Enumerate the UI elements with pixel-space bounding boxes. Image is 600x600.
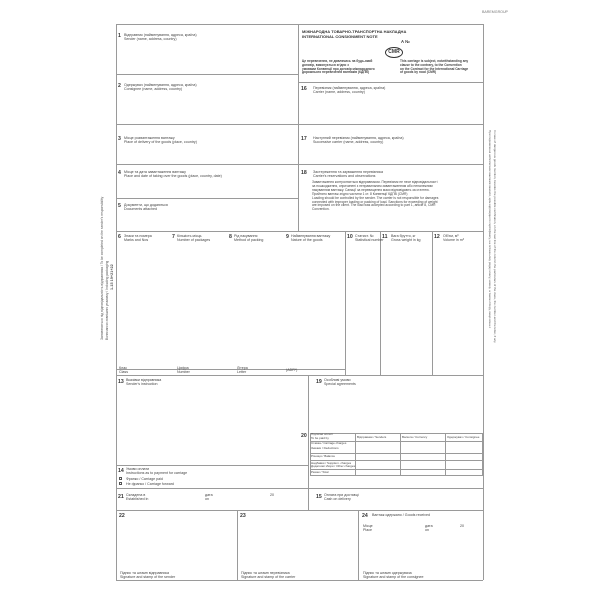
field-14-number: 14 bbox=[118, 468, 124, 474]
field-1-label-en: Sender (name, address, country) bbox=[124, 37, 177, 41]
field-14-label-ua: Умови оплати bbox=[126, 467, 150, 471]
field-9-label-ua: Найменування вантажу bbox=[291, 234, 331, 238]
rule bbox=[116, 124, 483, 125]
payable-by-en: To be paid by bbox=[311, 435, 329, 440]
goods-received-ua: Вантаж одержано bbox=[372, 513, 402, 517]
field-7-number: 7 bbox=[172, 234, 175, 240]
col-senders: Відправник / Senders bbox=[357, 435, 387, 439]
field-10-label-ua: Статист. № bbox=[355, 234, 374, 238]
row-deductions: Знижки / Deductions bbox=[311, 446, 339, 450]
row-total: Разом / Total bbox=[311, 469, 329, 474]
adr-label: (ADR*) bbox=[286, 368, 298, 372]
successive-carrier-input[interactable] bbox=[300, 146, 481, 162]
field-2-number: 2 bbox=[118, 83, 121, 89]
field-16-label-ua: Перевізник (найменування, адреса, країна) bbox=[313, 86, 386, 90]
field-3-number: 3 bbox=[118, 136, 121, 142]
field-23-label-ua: Підпис та штамп перевізника bbox=[241, 571, 290, 575]
field-6-number: 6 bbox=[118, 234, 121, 240]
field-21-date-ua: дата bbox=[205, 493, 213, 497]
adr-letter-label-en: Letter bbox=[237, 370, 247, 374]
side-note-right-2: In case of dangerous goods mention, besides the possible certification, on the last line of the column the particulars of the class, the number and the letter, if any bbox=[493, 130, 497, 343]
field-24-place-en: Place bbox=[363, 528, 372, 532]
field-11-label-ua: Вага брутто, кг bbox=[391, 234, 416, 238]
terms-line: Прийнято вантаж згідно частини 1 ст. 8 Конвенції КДПВ (CMR) bbox=[312, 191, 408, 196]
cmr-note-ua-line: Це перевезення, не дивлячись на будь-який bbox=[302, 59, 373, 63]
field-18-label-en: Carrier's reservations and observations bbox=[313, 174, 376, 178]
field-19-label-en: Special agreements bbox=[324, 382, 356, 386]
field-3-label-ua: Місце розвантаження вантажу bbox=[124, 136, 175, 140]
sender-instructions-input[interactable] bbox=[118, 389, 306, 463]
field-19-number: 19 bbox=[316, 379, 322, 385]
field-5-number: 5 bbox=[118, 203, 121, 209]
carriage-forward-en: Carriage forward bbox=[147, 481, 174, 486]
field-8-label-ua: Рід пакування bbox=[234, 234, 258, 238]
field-8-number: 8 bbox=[229, 234, 232, 240]
field-5-label-ua: Документи, що додаються bbox=[124, 203, 168, 207]
field-6-label-ua: Знаки та номера bbox=[124, 234, 152, 238]
brand-logo: BAREMGROUP bbox=[482, 10, 508, 14]
rule bbox=[310, 469, 483, 470]
col-rule bbox=[308, 375, 309, 510]
col-rule bbox=[358, 510, 359, 580]
rule bbox=[310, 453, 483, 454]
field-6-label-en: Marks and Nos bbox=[124, 238, 149, 242]
field-21-year: 20 bbox=[270, 493, 274, 497]
consignee-input-area[interactable] bbox=[118, 94, 296, 122]
rule bbox=[116, 198, 298, 199]
terms-line: Завантаження контролюється відправником. Перевізник не несе відповідальності bbox=[312, 180, 438, 184]
side-note-left-2: Включаючи зовнішню упаковку / Including packaging bbox=[105, 260, 109, 340]
field-3-label-en: Place of delivery of the goods (place, country) bbox=[124, 140, 197, 144]
field-2-label-en: Consignee (name, address, country) bbox=[124, 87, 183, 91]
right-border bbox=[483, 24, 484, 580]
side-note-right-1: При перевезенні небезпечних вантажів вказати, крім відповідного сертифікату, на останньому рядку класу, номер, а також літеру, якщо вона є bbox=[488, 130, 492, 329]
carriage-forward-checkbox[interactable] bbox=[119, 482, 122, 485]
field-23-label-en: Signature and stamp of the carrier bbox=[241, 575, 296, 579]
cmr-note-ua-line: договір, виконується згідно з bbox=[302, 62, 349, 67]
field-23-number: 23 bbox=[240, 513, 246, 519]
carrier-signature-area[interactable] bbox=[239, 520, 356, 568]
field-17-label-en: Successive carrier (name, address, country) bbox=[313, 140, 384, 144]
col-rule bbox=[345, 231, 346, 375]
field-24-number: 24 bbox=[362, 513, 368, 519]
field-18-label-ua: Застереження та зауваження перевізника bbox=[313, 170, 383, 174]
row-balance: Різниця / Balance bbox=[311, 453, 336, 458]
field-14-label-en: Instructions as to payment for carriage bbox=[126, 471, 188, 475]
field-7-label-ua: Кількість місць bbox=[177, 234, 202, 238]
field-24-label: Вантаж одержано / Goods received bbox=[372, 513, 430, 517]
rule bbox=[116, 231, 483, 232]
terms-line: connected with improper loading or packing of load. Sanctions for exceeding of weight bbox=[312, 199, 438, 204]
carriage-forward-ua: Не франко bbox=[126, 481, 145, 486]
carrier-input-area[interactable] bbox=[300, 96, 481, 122]
side-note-left-1: Заповнюється під відповідальність відправника / To be completed on the sender's responsibility bbox=[100, 196, 104, 340]
rule bbox=[116, 488, 483, 489]
field-12-number: 12 bbox=[434, 234, 440, 240]
terms-line: за пошкодження, спричинені з неправильним завантаженням або неналежним bbox=[312, 183, 433, 188]
rule bbox=[298, 82, 483, 83]
field-1-label-ua: Відправник (найменування, адреса, країна) bbox=[124, 33, 197, 37]
carriage-paid-label: Франко / Carriage paid bbox=[126, 476, 163, 481]
field-20-number: 20 bbox=[301, 433, 307, 439]
field-21-label-ua: Складена в bbox=[126, 493, 146, 497]
field-1-number: 1 bbox=[118, 33, 121, 39]
side-note-left-code: 1-15 19+21+22 bbox=[110, 264, 114, 290]
rule bbox=[116, 369, 345, 370]
rule bbox=[116, 74, 298, 75]
field-15-number: 15 bbox=[316, 494, 322, 500]
field-24-date-en: on bbox=[425, 528, 429, 532]
field-9-number: 9 bbox=[286, 234, 289, 240]
field-2-label-ua: Одержувач (найменування, адреса, країна) bbox=[124, 83, 197, 87]
sender-input-area[interactable] bbox=[118, 44, 296, 72]
field-13-label-en: Sender's instruction bbox=[126, 382, 158, 386]
adr-letter-label-ua: Літера bbox=[237, 366, 248, 370]
adr-number-label-ua: Цифра bbox=[177, 366, 189, 370]
mid-divider-top bbox=[298, 24, 299, 231]
title-en: INTERNATIONAL CONSIGNMENT NOTE bbox=[302, 34, 378, 39]
rule bbox=[116, 510, 483, 511]
field-17-label-ua: Наступний перевізник (найменування, адреса, країна) bbox=[313, 136, 404, 140]
field-5-label-en: Documents attached bbox=[124, 207, 157, 211]
consignment-number-label: A № bbox=[401, 39, 410, 44]
field-18-terms bbox=[312, 181, 438, 212]
taking-over-input[interactable] bbox=[118, 180, 296, 196]
field-12-label-ua: Об'єм, м³ bbox=[443, 234, 459, 238]
field-10-number: 10 bbox=[347, 234, 353, 240]
field-22-number: 22 bbox=[119, 513, 125, 519]
row-carriage-charges: Ставка / Carriage charges bbox=[311, 441, 347, 445]
terms-line: Convention. bbox=[312, 207, 330, 212]
field-21-number: 21 bbox=[118, 494, 124, 500]
field-22-label-en: Signature and stamp of the sender bbox=[120, 575, 176, 579]
field-24-place-ua: Місце bbox=[363, 524, 373, 528]
field-12-label-en: Volume in m³ bbox=[443, 238, 464, 242]
carriage-paid-checkbox[interactable] bbox=[119, 477, 122, 480]
terms-line: пакуванням вантажу. Санкції за перевищення маси відповідають за статтею. bbox=[312, 187, 430, 192]
field-24-sig-en: Signature and stamp of the consignee bbox=[363, 575, 424, 579]
field-15-label-en: Cash on delivery bbox=[324, 497, 351, 501]
field-8-label-en: Method of packing bbox=[234, 238, 264, 242]
field-11-label-en: Gross weight in kg bbox=[391, 238, 421, 242]
col-rule bbox=[237, 510, 238, 580]
rule bbox=[116, 375, 483, 376]
field-7-label-en: Number of packages bbox=[177, 238, 211, 242]
field-24-year: 20 bbox=[460, 524, 464, 528]
col-consignee: Одержувач / Consignee bbox=[447, 435, 480, 439]
field-22-label-ua: Підпис та штамп відправника bbox=[120, 571, 170, 575]
cmr-note-en-line: This carriage is subject, notwithstanding any bbox=[400, 59, 469, 63]
cmr-note-ua-line: дорожнього перевезення вантажів (КДПВ) bbox=[302, 70, 369, 75]
field-11-number: 11 bbox=[382, 234, 388, 240]
field-4-label-ua: Місце та дата завантаження вантажу bbox=[124, 170, 186, 174]
field-13-label-ua: Вказівки відправника bbox=[126, 378, 162, 382]
carriage-paid-en: Carriage paid bbox=[141, 476, 163, 481]
cmr-note-en-line: clause to the contrary, to the Convention bbox=[400, 62, 462, 67]
cmr-oval-logo: CMR bbox=[385, 47, 403, 58]
adr-number-label-en: Number bbox=[177, 370, 190, 374]
bottom-border bbox=[116, 580, 483, 581]
field-10-label-en: Statistical number bbox=[355, 238, 384, 242]
field-16-label-en: Carrier (name, address, country) bbox=[313, 90, 365, 94]
carriage-paid-ua: Франко bbox=[126, 476, 139, 481]
terms-line: Loading should be controlled by the sender. The carrier is not responsible for damages bbox=[312, 195, 439, 200]
rule bbox=[116, 164, 483, 165]
field-17-number: 17 bbox=[301, 136, 307, 142]
field-4-label-en: Place and date of taking over the goods (place, country, date) bbox=[124, 174, 222, 178]
carriage-forward-label: Не франко / Carriage forward bbox=[126, 481, 174, 486]
col-rule bbox=[432, 231, 433, 375]
field-4-number: 4 bbox=[118, 170, 121, 176]
left-border bbox=[116, 24, 117, 580]
title-ua: МІЖНАРОДНА ТОВАРНО-ТРАНСПОРТНА НАКЛАДНА bbox=[302, 29, 407, 34]
adr-class-label-ua: Клас bbox=[119, 366, 127, 370]
field-9-label-en: Nature of the goods bbox=[291, 238, 323, 242]
consignee-signature-area[interactable] bbox=[360, 533, 481, 569]
field-24-date-ua: дата bbox=[425, 524, 433, 528]
field-24-sig-ua: Підпис та штамп одержувача bbox=[363, 571, 412, 575]
delivery-place-input[interactable] bbox=[118, 146, 296, 162]
rule bbox=[116, 465, 308, 466]
field-21-date-en: on bbox=[205, 497, 209, 501]
goods-description-area[interactable] bbox=[118, 245, 344, 367]
field-15-label-ua: Оплата при доставці bbox=[324, 493, 359, 497]
col-currency: Валюта / Currency bbox=[402, 435, 428, 439]
cmr-note-ua-line: умовами Конвенції про договір міжнародного bbox=[302, 66, 375, 71]
field-13-number: 13 bbox=[118, 379, 124, 385]
cmr-note-en-line: on the Contract for the International Carriage bbox=[400, 66, 469, 71]
field-19-label-ua: Особливі умови bbox=[324, 378, 351, 382]
row-other-charges: Додаткові збори / Other charges bbox=[311, 464, 356, 468]
field-18-number: 18 bbox=[301, 170, 307, 176]
cmr-note-en bbox=[400, 60, 468, 75]
special-agreements-input[interactable] bbox=[310, 389, 481, 431]
field-16-number: 16 bbox=[301, 86, 307, 92]
cmr-note-en-line: of goods by road (CMR) bbox=[400, 70, 437, 75]
payable-by-ua: Підлягає оплаті bbox=[311, 432, 333, 436]
cmr-note-ua bbox=[302, 60, 375, 75]
col-rule bbox=[380, 231, 381, 375]
field-21-label-en: Established in bbox=[126, 497, 149, 501]
adr-class-label-en: Class bbox=[119, 370, 128, 374]
row-supplem-charges: Надбавки / Supplem. charges bbox=[311, 460, 352, 465]
goods-received-en: Goods received bbox=[404, 513, 430, 517]
documents-input[interactable] bbox=[118, 213, 296, 229]
top-border bbox=[116, 24, 483, 25]
terms-line: are imposed on the client. The load was accepted according to part 1, article 8, CMR bbox=[312, 203, 436, 208]
sender-signature-area[interactable] bbox=[118, 520, 235, 568]
